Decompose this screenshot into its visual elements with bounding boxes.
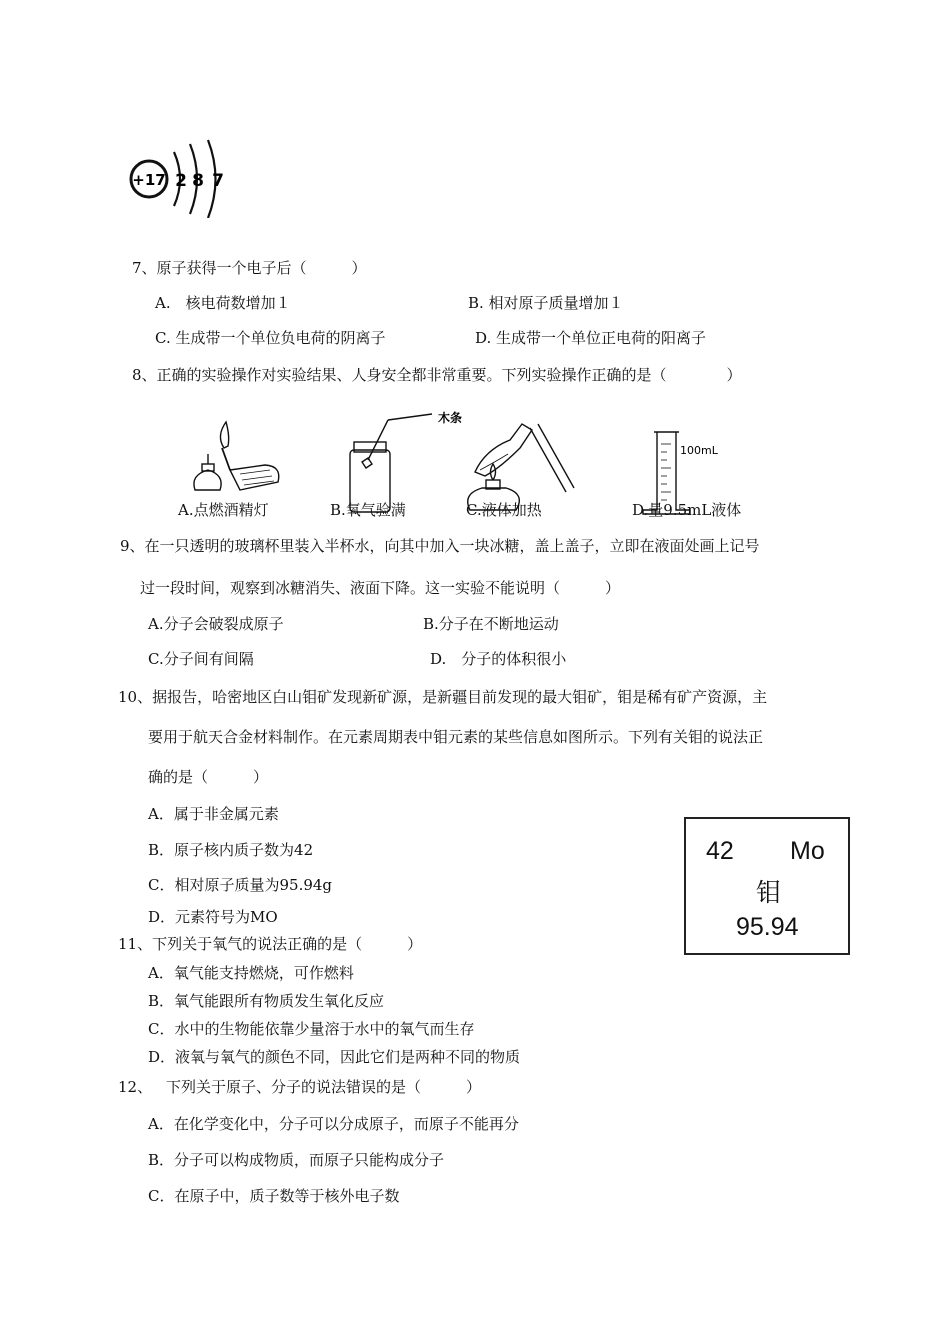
stick-label: 木条	[438, 411, 463, 425]
liquid-heating-drawing	[468, 424, 574, 510]
q9-stem-line2: 过一段时间，观察到冰糖消失、液面下降。这一实验不能说明（ ）	[140, 579, 621, 597]
q7-option-a: A. 核电荷数增加１	[155, 294, 291, 312]
alcohol-lamps-drawing	[194, 422, 279, 490]
gas-jar-drawing	[350, 414, 432, 512]
q8-stem: 8、正确的实验操作对实验结果、人身安全都非常重要。下列实验操作正确的是（ ）	[132, 366, 742, 384]
q7-option-c: C. 生成带一个单位负电荷的阴离子	[155, 329, 386, 347]
q12-stem: 下列关于原子、分子的说法错误的是（ ）	[166, 1078, 482, 1096]
cylinder-label: 100mL	[680, 444, 718, 457]
q11-stem: 11、下列关于氧气的说法正确的是（ ）	[118, 935, 423, 953]
q10-stem-line3: 确的是（ ）	[148, 768, 269, 786]
element-atomic-number: 42	[706, 837, 734, 865]
q7-stem: 7、原子获得一个电子后（ ）	[132, 259, 367, 277]
q12-option-c: C．在原子中，质子数等于核外电子数	[148, 1187, 400, 1205]
q11-option-a: A．氧气能支持燃烧，可作燃料	[148, 964, 354, 982]
q9-option-c: C.分子间有间隔	[148, 650, 254, 668]
q11-option-b: B．氧气能跟所有物质发生氧化反应	[148, 992, 385, 1010]
shell-electrons-1: 2	[175, 171, 187, 191]
q10-option-b: B．原子核内质子数为42	[148, 841, 314, 859]
q8-caption-a: A.点燃酒精灯	[178, 501, 269, 519]
q8-caption-b: B.氧气验满	[330, 501, 406, 519]
q8-caption-c: C.液体加热	[466, 501, 542, 519]
q9-option-d: D. 分子的体积很小	[430, 650, 567, 668]
atom-structure-diagram	[126, 134, 236, 218]
q7-option-d: D. 生成带一个单位正电荷的阳离子	[475, 329, 707, 347]
q10-option-c: C．相对原子质量为95.94g	[148, 876, 333, 894]
element-card-molybdenum	[684, 817, 850, 955]
element-name: 钼	[756, 878, 782, 907]
q7-option-b: B. 相对原子质量增加１	[468, 294, 624, 312]
q12-option-b: B．分子可以构成物质，而原子只能构成分子	[148, 1151, 445, 1169]
q10-stem-line2: 要用于航天合金材料制作。在元素周期表中钼元素的某些信息如图所示。下列有关钼的说法正	[148, 728, 764, 746]
q12-option-a: A．在化学变化中，分子可以分成原子，而原子不能再分	[148, 1115, 519, 1133]
nucleus-charge: +17	[132, 171, 166, 189]
q12-number: 12、	[118, 1078, 153, 1096]
shell-electrons-3: 7	[212, 171, 224, 191]
q9-option-a: A.分子会破裂成原子	[148, 615, 284, 633]
q10-option-a: A．属于非金属元素	[148, 805, 279, 823]
q9-option-b: B.分子在不断地运动	[423, 615, 559, 633]
element-symbol: Mo	[790, 837, 825, 865]
q8-caption-d: D.量9.5mL液体	[632, 501, 742, 519]
q9-stem-line1: 9、在一只透明的玻璃杯里装入半杯水，向其中加入一块冰糖，盖上盖子，立即在液面处画上记号	[120, 537, 760, 555]
q11-option-c: C．水中的生物能依靠少量溶于水中的氧气而生存	[148, 1020, 475, 1038]
q11-option-d: D．液氧与氧气的颜色不同，因此它们是两种不同的物质	[148, 1048, 521, 1066]
element-atomic-mass: 95.94	[736, 913, 799, 941]
shell-electrons-2: 8	[192, 171, 204, 191]
q10-stem-line1: 10、据报告，哈密地区白山钼矿发现新矿源，是新疆目前发现的最大钼矿，钼是稀有矿产资源，主	[118, 688, 768, 706]
q10-option-d: D．元素符号为MO	[148, 908, 278, 926]
